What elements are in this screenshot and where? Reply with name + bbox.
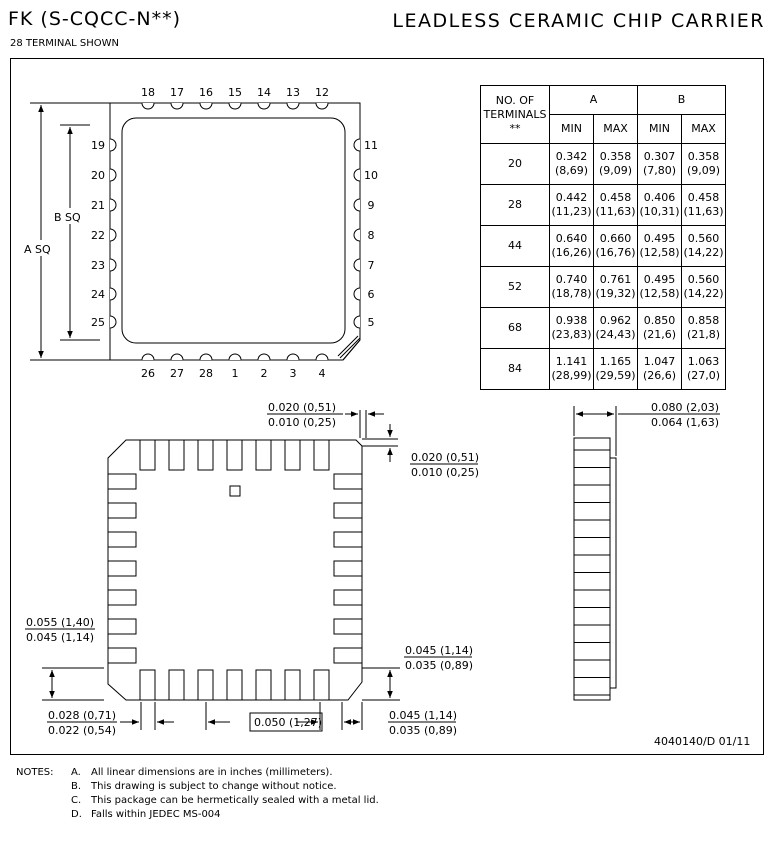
table-cell: 1.047 (26,6)	[638, 349, 682, 390]
a-min-header: MIN	[550, 115, 594, 144]
terminal-pad	[108, 561, 136, 576]
pin-label: 19	[91, 139, 105, 152]
package-outline	[110, 103, 360, 360]
pin-label: 28	[199, 367, 213, 380]
table-cell: 1.141 (28,99)	[550, 349, 594, 390]
terminal-pad	[169, 440, 184, 470]
terminal-pad	[334, 590, 362, 605]
table-cell: 0.962 (24,43)	[594, 308, 638, 349]
table-cell: 84	[481, 349, 550, 390]
dim-b-label: B SQ	[54, 211, 81, 224]
index-mark	[230, 486, 240, 496]
terminal-pad	[256, 440, 271, 470]
note-item: Falls within JEDEC MS-004	[91, 809, 221, 820]
table-cell: 0.495 (12,58)	[638, 267, 682, 308]
castellation	[110, 259, 116, 271]
castellation	[110, 316, 116, 328]
table-cell: 0.660 (16,76)	[594, 226, 638, 267]
dim-a-label: A SQ	[24, 243, 51, 256]
terminal-pad	[140, 440, 155, 470]
terminal-pad	[334, 532, 362, 547]
terminal-pad	[334, 503, 362, 518]
table-row	[481, 185, 726, 226]
bottom-view	[42, 410, 400, 731]
pin-label: 27	[170, 367, 184, 380]
terminal-pad	[314, 670, 329, 700]
pin-label: 22	[91, 229, 105, 242]
b-max-header: MAX	[682, 115, 726, 144]
note-item: All linear dimensions are in inches (millimeters).	[91, 767, 333, 778]
castellation	[287, 103, 299, 109]
pad-height-min: 0.010 (0,25)	[411, 466, 480, 479]
table-cell: 0.358 (9,09)	[682, 144, 726, 185]
bl-dim-min: 0.022 (0,54)	[48, 724, 117, 737]
table-cell: 0.560 (14,22)	[682, 226, 726, 267]
side-lid	[610, 458, 616, 688]
terminal-pad	[198, 440, 213, 470]
terminal-pad	[314, 440, 329, 470]
bl-dim-max: 0.028 (0,71)	[48, 709, 117, 722]
pin-label: 23	[91, 259, 105, 272]
br-dim-min: 0.035 (0,89)	[389, 724, 458, 737]
table-cell: 0.495 (12,58)	[638, 226, 682, 267]
castellation	[171, 103, 183, 109]
pitch-dim: 0.050 (1,27)	[254, 716, 323, 729]
br-dim-max: 0.045 (1,14)	[389, 709, 458, 722]
castellation	[316, 103, 328, 109]
pin-label: 9	[367, 199, 375, 212]
pin-label: 14	[257, 86, 271, 99]
pin-label: 4	[318, 367, 326, 380]
table-cell: 0.938 (23,83)	[550, 308, 594, 349]
table-cell: 0.458 (11,63)	[682, 185, 726, 226]
table-row	[481, 267, 726, 308]
col-b-header: B	[638, 86, 726, 115]
pin-label: 15	[228, 86, 242, 99]
castellation	[110, 139, 116, 151]
terminal-pad	[108, 590, 136, 605]
pin-label: 24	[91, 288, 105, 301]
castellation	[171, 354, 183, 360]
document-number: 4040140/D 01/11	[654, 735, 751, 748]
terminal-pad	[108, 648, 136, 663]
package-code: FK (S-CQCC-N**)	[8, 8, 181, 30]
castellation	[354, 288, 360, 300]
terminal-pad	[285, 670, 300, 700]
pin-label: 11	[364, 139, 378, 152]
castellation	[142, 103, 154, 109]
pin-label: 13	[286, 86, 300, 99]
note-item: This drawing is subject to change without notice.	[91, 781, 337, 792]
table-cell: 0.406 (10,31)	[638, 185, 682, 226]
castellation	[258, 354, 270, 360]
pin-label: 5	[367, 316, 375, 329]
table-cell: 28	[481, 185, 550, 226]
castellation	[287, 354, 299, 360]
terminal-pad	[108, 619, 136, 634]
side-dim-min: 0.064 (1,63)	[651, 416, 720, 429]
terminal-pad	[334, 619, 362, 634]
table-cell: 0.358 (9,09)	[594, 144, 638, 185]
pin-label: 26	[141, 367, 155, 380]
table-row	[481, 144, 726, 185]
table-cell: 44	[481, 226, 550, 267]
terminal-pad	[140, 670, 155, 700]
castellation	[316, 354, 328, 360]
table-cell: 1.165 (29,59)	[594, 349, 638, 390]
table-row	[481, 226, 726, 267]
pin-label: 10	[364, 169, 378, 182]
castellation	[200, 103, 212, 109]
table-cell: 0.740 (18,78)	[550, 267, 594, 308]
pin-label: 25	[91, 316, 105, 329]
side-body	[574, 438, 610, 700]
pin-label: 2	[260, 367, 268, 380]
terminal-pad	[334, 648, 362, 663]
table-cell: 0.442 (11,23)	[550, 185, 594, 226]
table-cell: 0.307 (7,80)	[638, 144, 682, 185]
table-cell: 0.761 (19,32)	[594, 267, 638, 308]
terminal-pad	[334, 561, 362, 576]
terminal-pad	[334, 474, 362, 489]
col-a-header: A	[550, 86, 638, 115]
pad-width-min: 0.010 (0,25)	[268, 416, 337, 429]
top-view	[30, 103, 360, 360]
pin-label: 21	[91, 199, 105, 212]
table-cell: 0.560 (14,22)	[682, 267, 726, 308]
castellation	[354, 199, 360, 211]
right-dim-min: 0.035 (0,89)	[405, 659, 474, 672]
bottom-outline	[108, 440, 362, 700]
terminal-pad	[108, 503, 136, 518]
castellation	[142, 354, 154, 360]
castellation	[110, 288, 116, 300]
pin-label: 17	[170, 86, 184, 99]
terminal-pad	[285, 440, 300, 470]
table-cell: 68	[481, 308, 550, 349]
terminal-pad	[108, 474, 136, 489]
pin-label: 3	[289, 367, 297, 380]
table-cell: 1.063 (27,0)	[682, 349, 726, 390]
left-dim-max: 0.055 (1,40)	[26, 616, 95, 629]
pin-label: 1	[231, 367, 239, 380]
pad-width-max: 0.020 (0,51)	[268, 401, 337, 414]
side-view	[574, 406, 616, 700]
note-item: This package can be hermetically sealed with a metal lid.	[91, 795, 379, 806]
castellation	[229, 103, 241, 109]
pad-height-max: 0.020 (0,51)	[411, 451, 480, 464]
castellation	[110, 169, 116, 181]
pin-label: 6	[367, 288, 375, 301]
chamfer-corner	[338, 336, 360, 360]
dimension-table	[480, 85, 726, 390]
castellation	[110, 229, 116, 241]
package-title: LEADLESS CERAMIC CHIP CARRIER	[392, 10, 765, 32]
b-min-header: MIN	[638, 115, 682, 144]
pin-label: 20	[91, 169, 105, 182]
table-cell: 0.640 (16,26)	[550, 226, 594, 267]
castellation	[354, 169, 360, 181]
castellation	[258, 103, 270, 109]
pin-label: 16	[199, 86, 213, 99]
castellation	[229, 354, 241, 360]
castellation	[354, 316, 360, 328]
pin-label: 8	[367, 229, 375, 242]
terminal-pad	[227, 670, 242, 700]
pin-label: 12	[315, 86, 329, 99]
terminal-pad	[227, 440, 242, 470]
terminal-pad	[108, 532, 136, 547]
terminal-pad	[256, 670, 271, 700]
table-cell: 0.858 (21,8)	[682, 308, 726, 349]
castellation	[354, 259, 360, 271]
a-max-header: MAX	[594, 115, 638, 144]
cavity-outline	[122, 118, 345, 343]
table-row	[481, 349, 726, 390]
terminals-header: NO. OF TERMINALS **	[481, 86, 550, 144]
table-cell: 20	[481, 144, 550, 185]
castellation	[200, 354, 212, 360]
left-dim-min: 0.045 (1,14)	[26, 631, 95, 644]
right-dim-max: 0.045 (1,14)	[405, 644, 474, 657]
side-dim-max: 0.080 (2,03)	[651, 401, 720, 414]
pin-label: 7	[367, 259, 375, 272]
table-cell: 0.342 (8,69)	[550, 144, 594, 185]
table-cell: 52	[481, 267, 550, 308]
pin-label: 18	[141, 86, 155, 99]
terminal-pad	[198, 670, 213, 700]
terminal-pad	[169, 670, 184, 700]
table-cell: 0.850 (21,6)	[638, 308, 682, 349]
castellation	[354, 139, 360, 151]
terminal-count-note: 28 TERMINAL SHOWN	[10, 38, 120, 49]
table-cell: 0.458 (11,63)	[594, 185, 638, 226]
notes: NOTES: A. All linear dimensions are in inches (millimeters). B. This drawing is subject to change without notice. C. This package can be hermetically sealed with a metal lid. D. Falls within JEDEC MS-004	[16, 767, 379, 820]
table-row	[481, 308, 726, 349]
castellation	[110, 199, 116, 211]
castellation	[354, 229, 360, 241]
notes-label: NOTES:	[16, 767, 54, 778]
